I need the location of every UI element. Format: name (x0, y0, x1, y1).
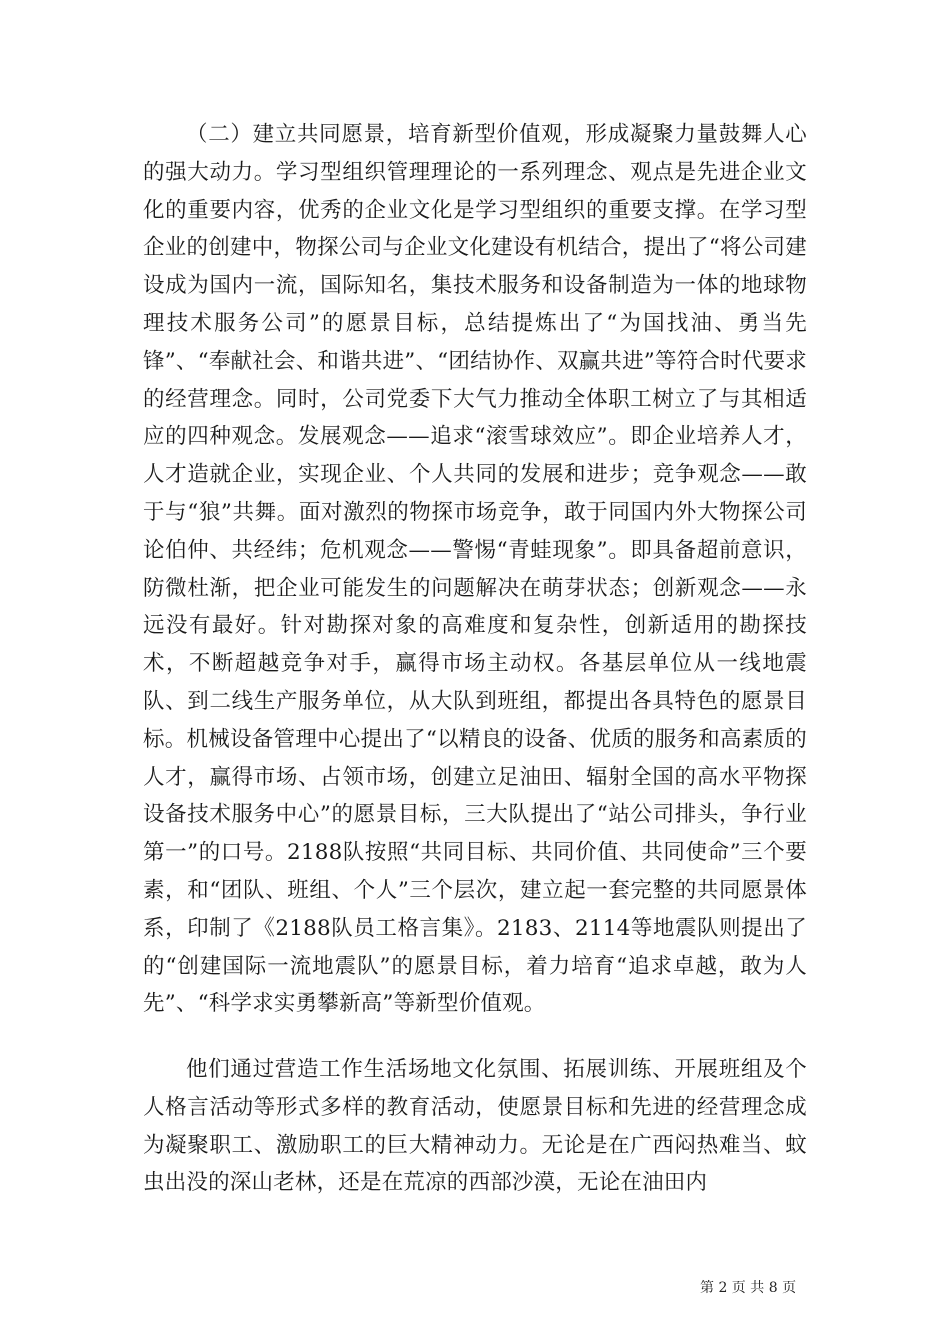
body-section-2 (143, 1051, 807, 1202)
body-section-1 (143, 116, 807, 1023)
page-number-footer: 第 2 页 共 8 页 (700, 1280, 797, 1296)
paragraph-shared-vision: （二）建立共同愿景，培育新型价值观，形成凝聚力量鼓舞人心的强大动力。学习型组织管理理论的一系列理念、观点是先进企业文化的重要内容，优秀的企业文化是学习型组织的重要支撑。在学习型企业的创建中，物探公司与企业文化建设有机结合，提出了“将公司建设成为国内一流，国际知名，集技术服务和设备制造为一体的地球物理技术服务公司”的愿景目标，总结提炼出了“为国找油、勇当先锋”、“奉献社会、和谐共进”、“团结协作、双赢共进”等符合时代要求的经营理念。同时，公司党委下大气力推动全体职工树立了与其相适应的四种观念。发展观念——追求“滚雪球效应”。即企业培养人才，人才造就企业，实现企业、个人共同的发展和进步；竞争观念——敢于与“狼”共舞。面对激烈的物探市场竞争，敢于同国内外大物探公司论伯仲、共经纬；危机观念——警惕“青蛙现象”。即具备超前意识，防微杜渐，把企业可能发生的问题解决在萌芽状态；创新观念——永远没有最好。针对勘探对象的高难度和复杂性，创新适用的勘探技术，不断超越竞争对手，赢得市场主动权。各基层单位从一线地震队、到二线生产服务单位，从大队到班组，都提出各具特色的愿景目标。机械设备管理中心提出了“以精良的设备、优质的服务和高素质的人才，赢得市场、占领市场，创建立足油田、辐射全国的高水平物探设备技术服务中心”的愿景目标，三大队提出了“站公司排头，争行业第一”的口号。2188队按照“共同目标、共同价值、共同使命”三个要素，和“团队、班组、个人”三个层次，建立起一套完整的共同愿景体系，印制了《2188队员工格言集》。2183、2114等地震队则提出了的“创建国际一流地震队”的愿景目标，着力培育“追求卓越，敢为人先”、“科学求实勇攀新高”等新型价值观。 (143, 122, 807, 1017)
paragraph-education-activities: 他们通过营造工作生活场地文化氛围、拓展训练、开展班组及个人格言活动等形式多样的教育活动，使愿景目标和先进的经营理念成为凝聚职工、激励职工的巨大精神动力。无论是在广西闷热难当、蚊虫出没的深山老林，还是在荒凉的西部沙漠，无论在油田内 (143, 1057, 807, 1196)
